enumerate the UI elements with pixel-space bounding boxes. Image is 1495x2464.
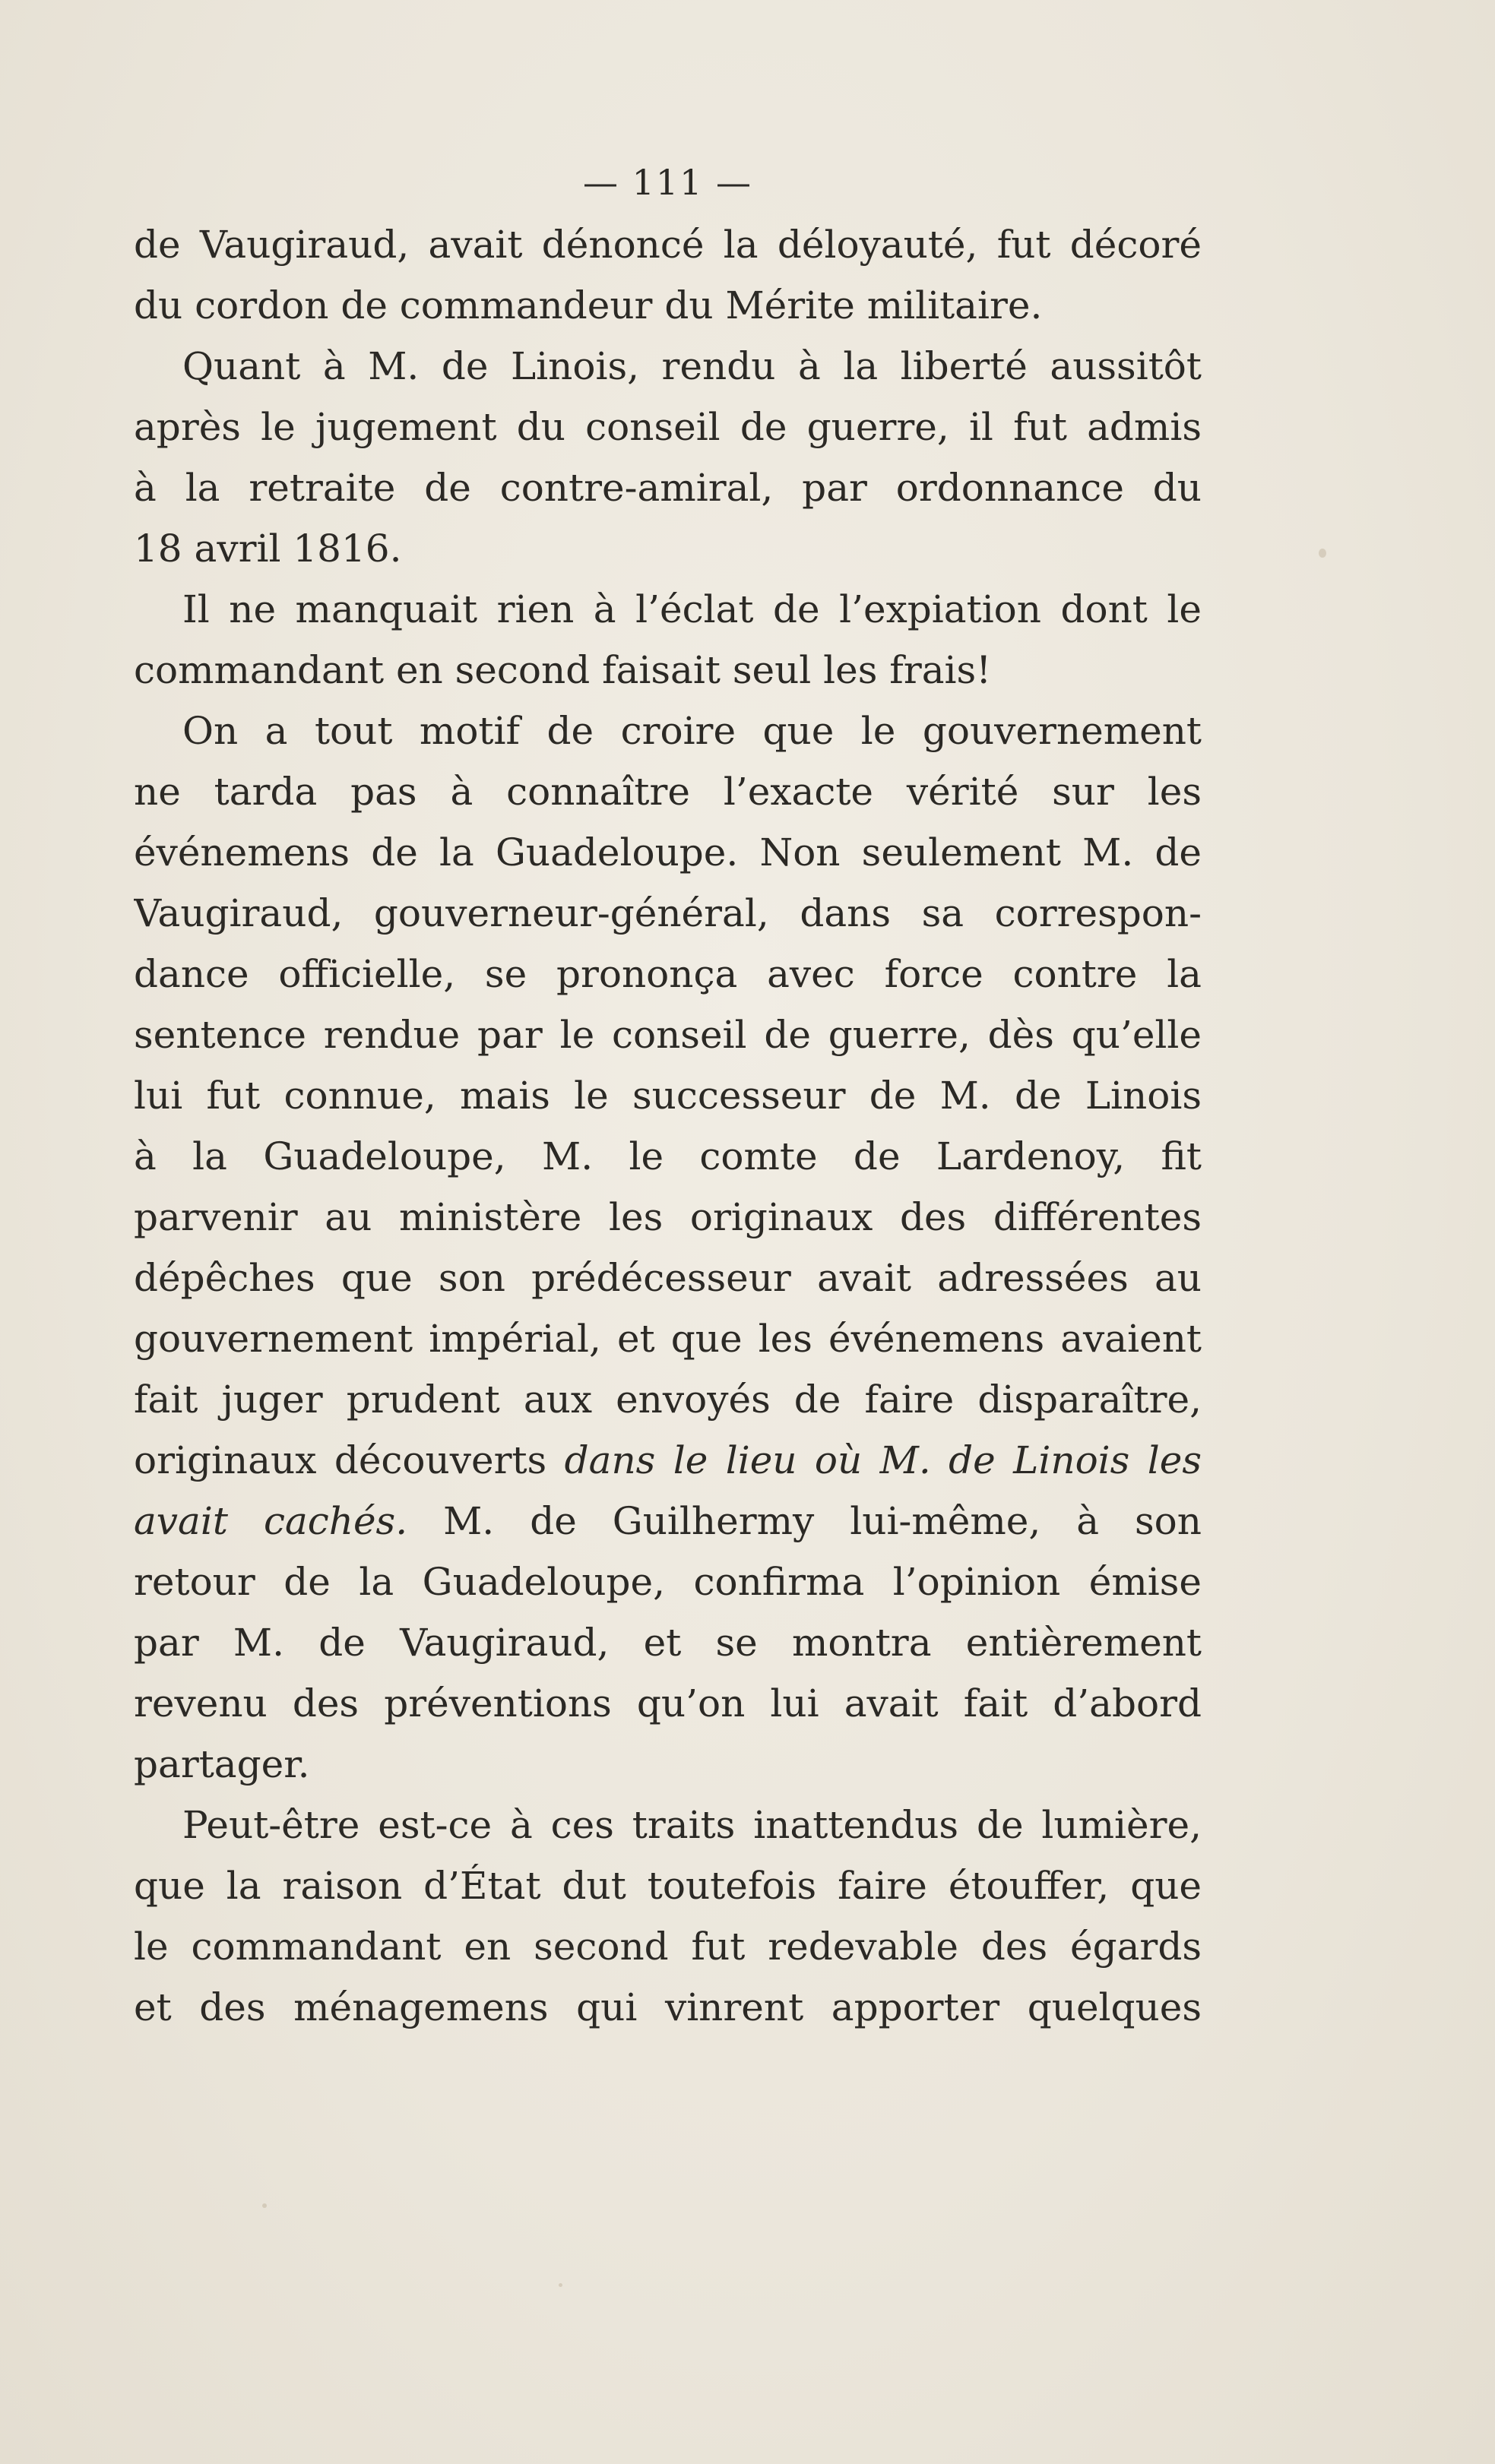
text-line: revenu des préventions qu’on lui avait fait d’abord [134, 1681, 1202, 1725]
text-line: dépêches que son prédécesseur avait adressées au [134, 1256, 1202, 1300]
text-line [134, 1491, 1202, 1551]
text-line: après le jugement du conseil de guerre, il fut admis [134, 405, 1202, 449]
paragraph-start-line: On a tout motif de croire que le gouvernement [182, 709, 1202, 753]
text-line: commandant en second faisait seul les frais! [134, 648, 992, 692]
italic-phrase: avait cachés. [134, 1499, 408, 1543]
page-text [134, 160, 1202, 2038]
paragraph-start-line: Peut-être est-ce à ces traits inattendus de lumière, [182, 1803, 1202, 1847]
text-line: que la raison d’État dut toutefois faire étouffer, que [134, 1864, 1202, 1908]
text-segment: M. de Guilhermy lui-même, à son [443, 1499, 1202, 1543]
text-line: retour de la Guadeloupe, confirma l’opinion émise [134, 1560, 1202, 1604]
paper-spot [262, 2203, 267, 2208]
text-line: le commandant en second fut redevable des égards [134, 1925, 1202, 1969]
text-line: événemens de la Guadeloupe. Non seulement M. de [134, 830, 1202, 875]
text-line [134, 1430, 1202, 1491]
paragraph-start-line: Quant à M. de Linois, rendu à la liberté aussitôt [182, 344, 1202, 388]
text-line: gouvernement impérial, et que les événemens avaient [134, 1317, 1202, 1361]
paper-spot [1319, 549, 1326, 558]
page-number: — 111 — [582, 162, 753, 203]
text-line: de Vaugiraud, avait dénoncé la déloyauté, fut décoré [134, 223, 1202, 267]
paragraph-start-line: Il ne manquait rien à l’éclat de l’expiation dont le [182, 587, 1202, 631]
text-segment: originaux découverts [134, 1438, 547, 1482]
text-line: partager. [134, 1742, 310, 1786]
text-line: parvenir au ministère les originaux des différentes [134, 1195, 1202, 1239]
text-line: à la Guadeloupe, M. le comte de Lardenoy, fit [134, 1134, 1202, 1178]
text-line: par M. de Vaugiraud, et se montra entièrement [134, 1621, 1202, 1665]
text-line: du cordon de commandeur du Mérite militaire. [134, 283, 1043, 327]
text-line: fait juger prudent aux envoyés de faire disparaître, [134, 1377, 1202, 1422]
text-line: sentence rendue par le conseil de guerre, dès qu’elle [134, 1013, 1202, 1057]
paper-spot [559, 2283, 562, 2287]
text-line: 18 avril 1816. [134, 527, 402, 571]
italic-phrase: dans le lieu où M. de Linois les [564, 1438, 1202, 1482]
text-line: à la retraite de contre-amiral, par ordonnance du [134, 466, 1202, 510]
text-line: ne tarda pas à connaître l’exacte vérité sur les [134, 770, 1202, 814]
text-line: et des ménagemens qui vinrent apporter quelques [134, 1985, 1202, 2029]
text-line: dance officielle, se prononça avec force contre la [134, 952, 1202, 996]
text-line: lui fut connue, mais le successeur de M. de Linois [134, 1074, 1202, 1118]
text-line: Vaugiraud, gouverneur-général, dans sa correspon- [134, 891, 1202, 935]
